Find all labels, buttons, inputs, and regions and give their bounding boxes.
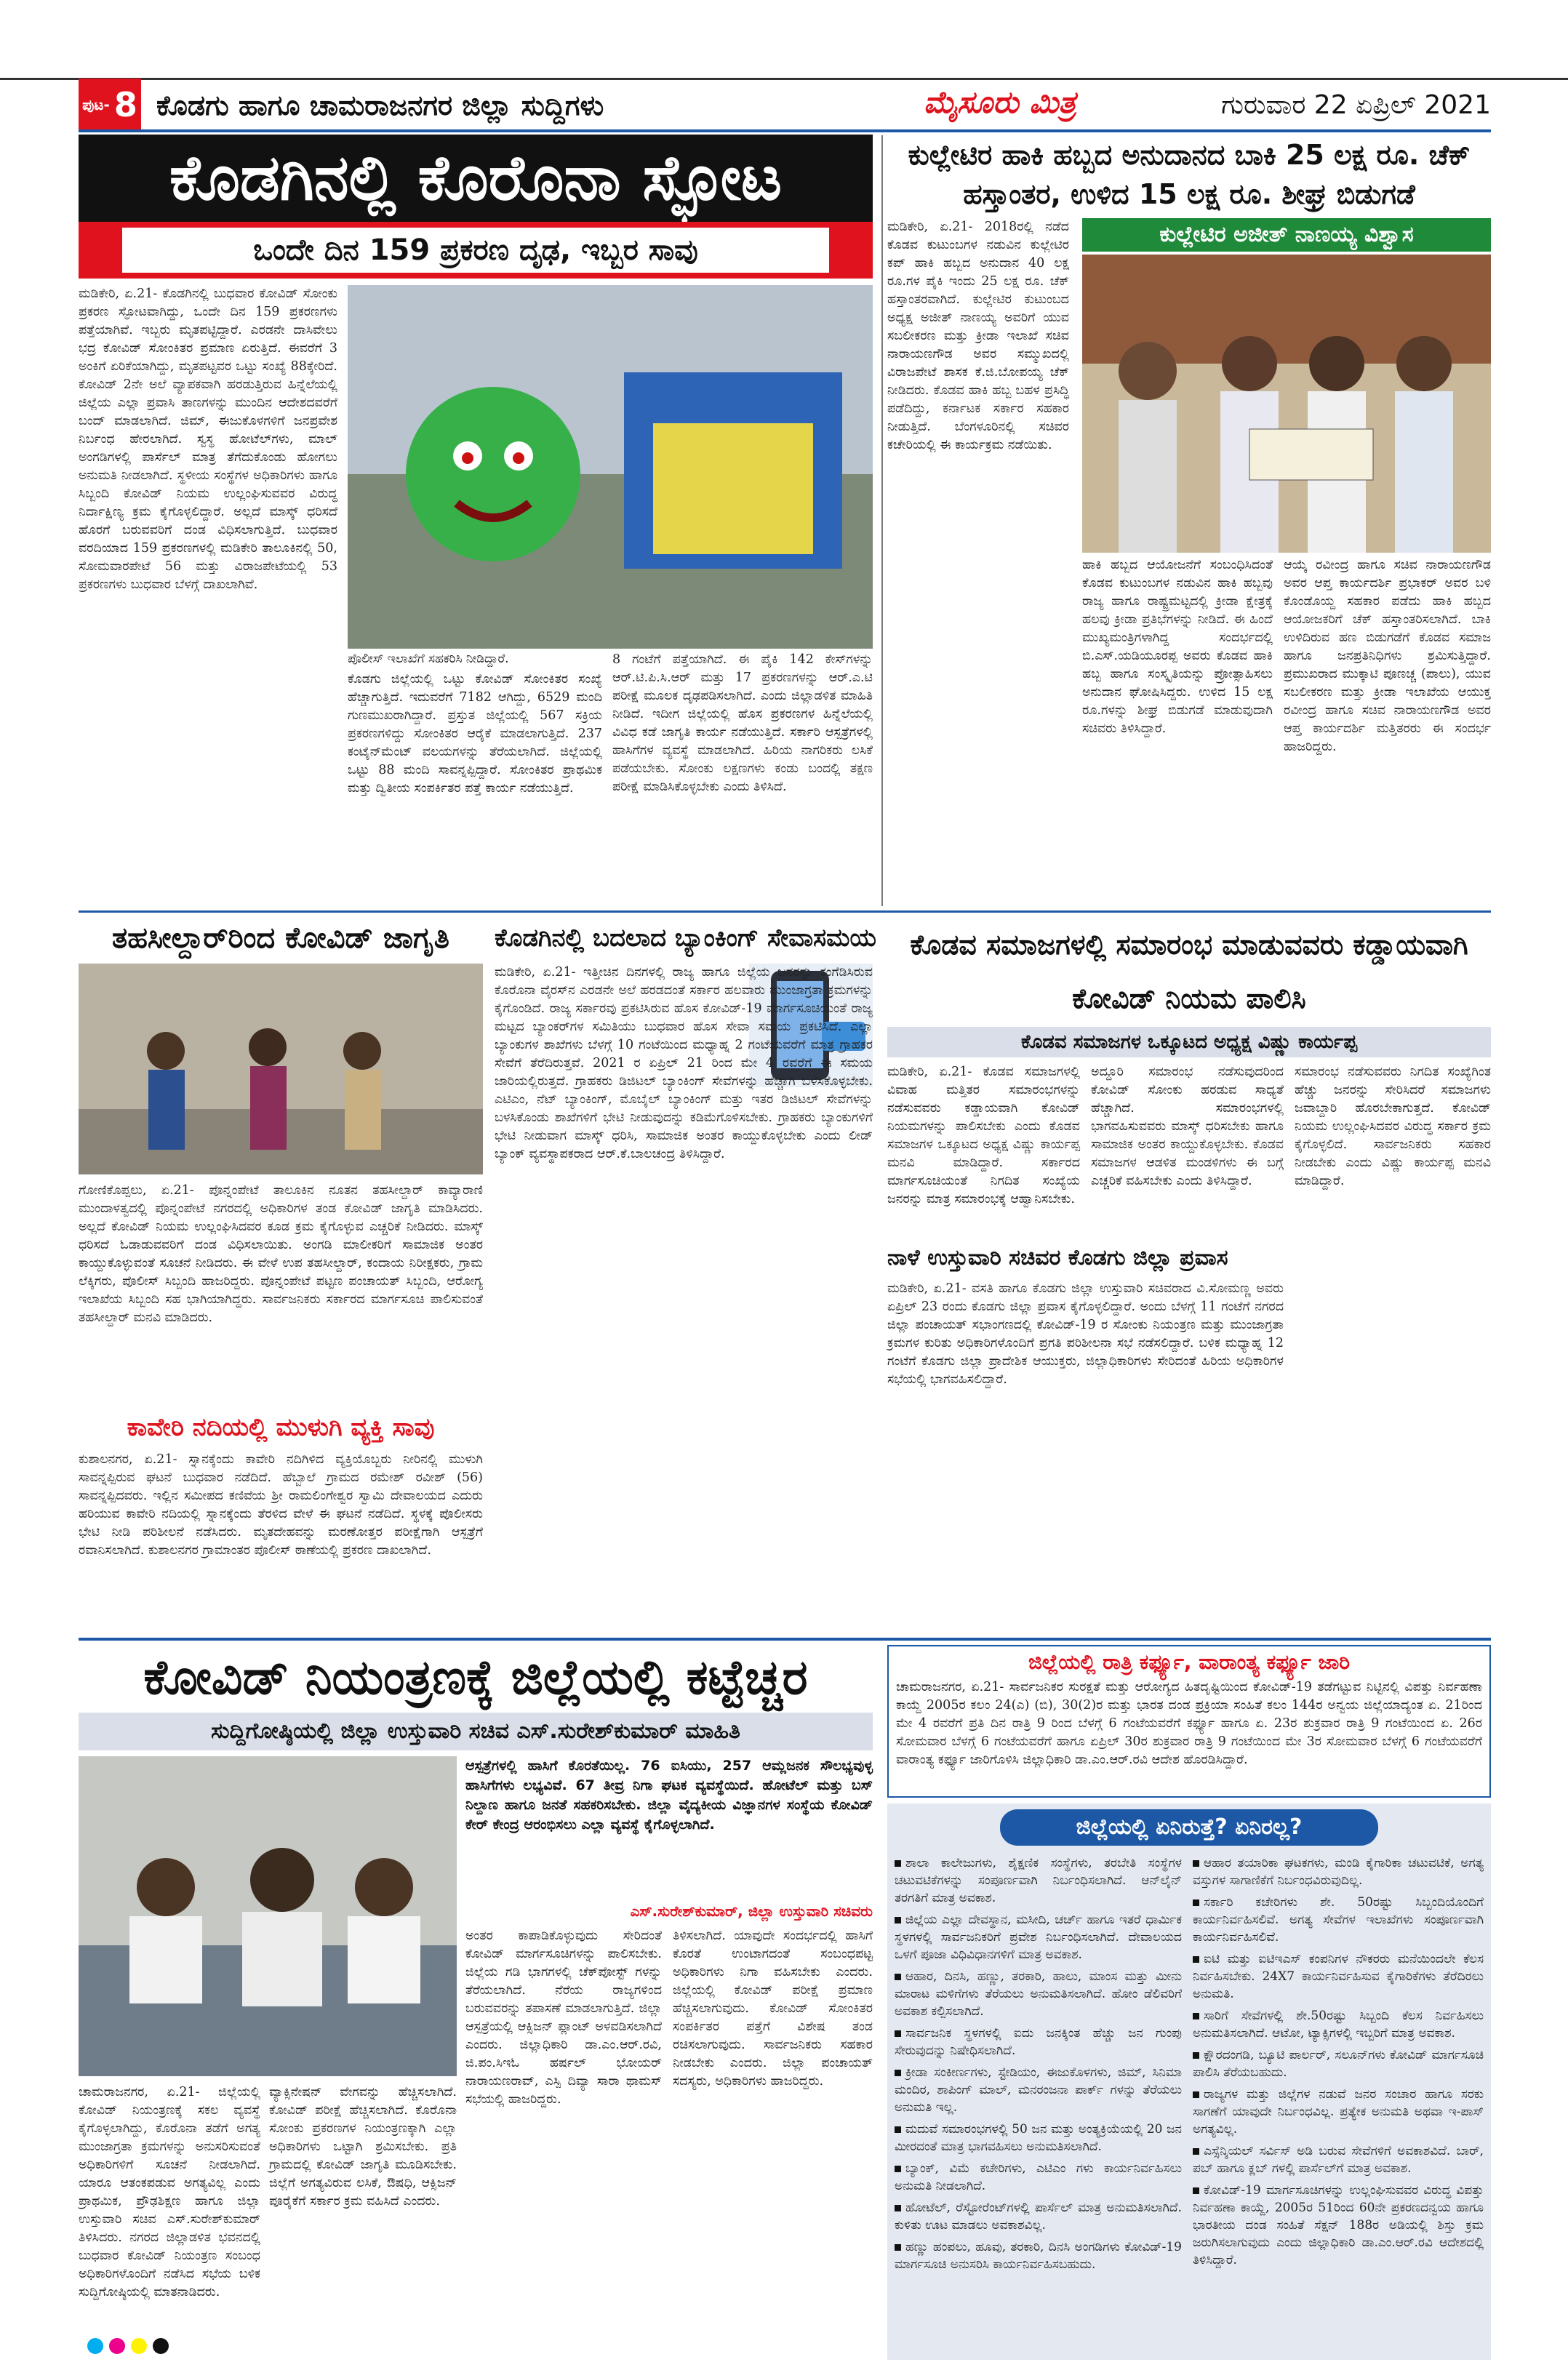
rules-left-item: ಜಿಲ್ಲೆಯ ಎಲ್ಲಾ ದೇವಸ್ಥಾನ, ಮಸೀದಿ, ಚರ್ಚ್ ಹಾಗೂ ಇತರೆ ಧಾರ್ಮಿಕ ಸ್ಥಳಗಳಲ್ಲಿ ಸಾರ್ವಜನಿಕರಿಗೆ ಪ್ರವೇಶ ನಿರ್ಬಂಧಿಸಲಾಗಿದೆ. ದೇವಾಲಯದ ಒಳಗೆ ಪೂಜಾ ವಿಧಿವಿಧಾನಗಳಿಗೆ ಮಾತ್ರ ಅವಕಾಶ. [895,1913,1182,1962]
kodava-headline: ಕೊಡವ ಸಮಾಜಗಳಲ್ಲಿ ಸಮಾರಂಭ ಮಾಡುವವರು ಕಡ್ಡಾಯವಾಗಿ ಕೋವಿಡ್ ನಿಯಮ ಪಾಲಿಸಿ [910,929,1468,1014]
drown-headline: ಕಾವೇರಿ ನದಿಯಲ್ಲಿ ಮುಳುಗಿ ವ್ಯಕ್ತಿ ಸಾವು [127,1413,435,1442]
kodava-head-block [887,918,1491,1025]
hockey-col1: ಮಡಿಕೇರಿ, ಏ.21- 2018ರಲ್ಲಿ ನಡೆದ ಕೊಡವ ಕುಟುಂಬಗಳ ನಡುವಿನ ಕುಲ್ಲೇಟಿರ ಕಪ್ ಹಾಕಿ ಹಬ್ಬದ ಅನುದಾನ 40 ಲಕ್ಷ ರೂ.ಗಳ ಪೈಕಿ ಇಂದು 25 ಲಕ್ಷ ರೂ. ಚೆಕ್ ಹಸ್ತಾಂತರವಾಗಿದೆ. ಕುಲ್ಲೇಟಿರ ಕುಟುಂಬದ ಅಧ್ಯಕ್ಷ ಅಜೀತ್ ನಾಣಯ್ಯ ಅವರಿಗೆ ಯುವ ಸಬಲೀಕರಣ ಮತ್ತು ಕ್ರೀಡಾ ಇಲಾಖೆ ಸಚಿವ ನಾರಾಯಣಗೌಡ ಅವರ ಸಮ್ಮುಖದಲ್ಲಿ ವಿರಾಜಪೇಟೆ ಶಾಸಕ ಕೆ.ಜಿ.ಬೋಪಯ್ಯ ಚೆಕ್ ನೀಡಿದರು. ಕೊಡವ ಹಾಕಿ ಹಬ್ಬ ಬಹಳ ಪ್ರಸಿದ್ಧಿ ಪಡೆದಿದ್ದು, ಕರ್ನಾಟಕ ಸರ್ಕಾರ ಸಹಕಾರ ನೀಡುತ್ತಿದೆ. ಬೆಂಗಳೂರಿನಲ್ಲಿ ಸಚಿವರ ಕಚೇರಿಯಲ್ಲಿ ಈ ಕಾರ್ಯಕ್ರಮ ನಡೆಯಿತು. [887,220,1069,452]
cn-col1: ಚಾಮರಾಜನಗರ, ಏ.21- ಜಿಲ್ಲೆಯಲ್ಲಿ ಕೋವಿಡ್ ನಿಯಂತ್ರಣಕ್ಕೆ ಸಕಲ ವ್ಯವಸ್ಥೆ ಕೈಗೊಳ್ಳಲಾಗಿದ್ದು, ಕೊರೊನಾ ತಡೆಗೆ ಅಗತ್ಯ ಮುಂಜಾಗ್ರತಾ ಕ್ರಮಗಳನ್ನು ಅನುಸರಿಸುವಂತೆ ಅಧಿಕಾರಿಗಳಿಗೆ ಸೂಚನೆ ನೀಡಲಾಗಿದೆ. ಯಾರೂ ಆತಂಕಪಡುವ ಅಗತ್ಯವಿಲ್ಲ ಎಂದು ಪ್ರಾಥಮಿಕ, ಪ್ರೌಢಶಿಕ್ಷಣ ಹಾಗೂ ಜಿಲ್ಲಾ ಉಸ್ತುವಾರಿ ಸಚಿವ ಎಸ್.ಸುರೇಶ್‌ಕುಮಾರ್ ತಿಳಿಸಿದರು. ನಗರದ ಜಿಲ್ಲಾಡಳಿತ ಭವನದಲ್ಲಿ ಬುಧವಾರ ಕೋವಿಡ್ ನಿಯಂತ್ರಣ ಸಂಬಂಧ ಅಧಿಕಾರಿಗಳೊಂದಿಗೆ ನಡೆಸಿದ ಸಭೆಯ ಬಳಿಕ ಸುದ್ದಿಗೋಷ್ಠಿಯಲ್ಲಿ ಮಾತನಾಡಿದರು. [79,2085,260,2299]
paper-name: ಮೈಸೂರು ಮಿತ್ರ [924,84,1076,120]
rules-right-item: ಕೋವಿಡ್-19 ಮಾರ್ಗಸೂಚಿಗಳನ್ನು ಉಲ್ಲಂಘಿಸುವವರ ವಿರುದ್ಧ ವಿಪತ್ತು ನಿರ್ವಹಣಾ ಕಾಯ್ದೆ, 2005ರ 51ರಿಂದ 60ನೇ ಪ್ರಕರಣದನ್ವಯ ಹಾಗೂ ಭಾರತೀಯ ದಂಡ ಸಂಹಿತೆ ಸೆಕ್ಷನ್ 188ರ ಅಡಿಯಲ್ಲಿ ಶಿಸ್ತು ಕ್ರಮ ಜರುಗಿಸಲಾಗುವುದು ಎಂದು ಜಿಲ್ಲಾಧಿಕಾರಿ ಡಾ.ಎಂ.ಆರ್.ರವಿ ಆದೇಶದಲ್ಲಿ ತಿಳಿಸಿದ್ದಾರೆ. [1193,2183,1484,2267]
cn-pullquote: ಆಸ್ಪತ್ರೆಗಳಲ್ಲಿ ಹಾಸಿಗೆ ಕೊರತೆಯಿಲ್ಲ. 76 ಐಸಿಯು, 257 ಆಮ್ಲಜನಕ ಸೌಲಭ್ಯವುಳ್ಳ ಹಾಸಿಗೆಗಳು ಲಭ್ಯವಿವೆ. 67 ತೀವ್ರ ನಿಗಾ ಘಟಕ ವ್ಯವಸ್ಥೆಯಿದೆ. ಹೋಟೆಲ್ ಮತ್ತು ಬಸ್ ನಿಲ್ದಾಣ ಹಾಗೂ ಜನತೆ ಸಹಕರಿಸಬೇಕು. ಜಿಲ್ಲಾ ವೈದ್ಯಕೀಯ ವಿಜ್ಞಾನಗಳ ಸಂಸ್ಥೆಯ ಕೋವಿಡ್ ಕೇರ್ ಕೇಂದ್ರ ಆರಂಭಿಸಲು ಎಲ್ಲಾ ವ್ಯವಸ್ಥೆ ಕೈಗೊಳ್ಳಲಾಗಿದೆ. [465,1758,873,1833]
cn-headline: ಕೋವಿಡ್ ನಿಯಂತ್ರಣಕ್ಕೆ ಜಿಲ್ಲೆಯಲ್ಲಿ ಕಟ್ಟೆಚ್ಚರ [143,1649,808,1705]
cn-col3: ಅಂತರ ಕಾಪಾಡಿಕೊಳ್ಳುವುದು ಸೇರಿದಂತೆ ಕೋವಿಡ್ ಮಾರ್ಗಸೂಚಿಗಳನ್ನು ಪಾಲಿಸಬೇಕು. ಜಿಲ್ಲೆಯ ಗಡಿ ಭಾಗಗಳಲ್ಲಿ ಚೆಕ್‌ಪೋಸ್ಟ್ ಗಳನ್ನು ತೆರೆಯಲಾಗಿದೆ. ನೆರೆಯ ರಾಜ್ಯಗಳಿಂದ ಬರುವವರನ್ನು ತಪಾಸಣೆ ಮಾಡಲಾಗುತ್ತಿದೆ. ಜಿಲ್ಲಾ ಆಸ್ಪತ್ರೆಯಲ್ಲಿ ಆಕ್ಸಿಜನ್ ಪ್ಲಾಂಟ್ ಅಳವಡಿಸಲಾಗಿದೆ ಎಂದರು. ಜಿಲ್ಲಾಧಿಕಾರಿ ಡಾ.ಎಂ.ಆರ್.ರವಿ, ಜಿ.ಪಂ.ಸಿಇಓ ಹರ್ಷಲ್ ಭೋಯರ್ ನಾರಾಯಣರಾವ್, ಎಸ್ಪಿ ದಿವ್ಯಾ ಸಾರಾ ಥಾಮಸ್ ಸಭೆಯಲ್ಲಿ ಹಾಜರಿದ್ದರು. [465,1929,662,2107]
tahsildar-photo [79,964,483,1174]
rules-left-item: ಸಾರ್ವಜನಿಕ ಸ್ಥಳಗಳಲ್ಲಿ ಐದು ಜನಕ್ಕಿಂತ ಹೆಚ್ಚು ಜನ ಗುಂಪು ಸೇರುವುದನ್ನು ನಿಷೇಧಿಸಲಾಗಿದೆ. [895,2026,1182,2058]
rules-right-item: ಎಸ್ಸೆನ್ಶಿಯಲ್ ಸರ್ವಿಸ್ ಅಡಿ ಬರುವ ಸೇವೆಗಳಿಗೆ ಅವಕಾಶವಿದೆ. ಬಾರ್, ಪಬ್ ಹಾಗೂ ಕ್ಲಬ್ ಗಳಲ್ಲಿ ಪಾರ್ಸೆಲ್‌ಗೆ ಮಾತ್ರ ಅವಕಾಶ. [1193,2144,1484,2176]
story1-subhead: ಒಂದೇ ದಿನ 159 ಪ್ರಕರಣ ದೃಢ, ಇಬ್ಬರ ಸಾವು [122,228,829,273]
registration-mark-black [153,2338,169,2354]
tahsildar-headline: ತಹಸೀಲ್ದಾರ್‌ರಿಂದ ಕೋವಿಡ್ ಜಾಗೃತಿ [112,921,449,955]
story1-col1: ಮಡಿಕೇರಿ, ಏ.21- ಕೊಡಗಿನಲ್ಲಿ ಬುಧವಾರ ಕೋವಿಡ್ ಸೋಂಕು ಪ್ರಕರಣ ಸ್ಫೋಟವಾಗಿದ್ದು, ಒಂದೇ ದಿನ 159 ಪ್ರಕರಣಗಳು ಪತ್ತೆಯಾಗಿವೆ. ಇಬ್ಬರು ಮೃತಪಟ್ಟಿದ್ದಾರೆ. ಎರಡನೇ ದಾಸಿವೇಲು ಭದ್ರ ಕೋವಿಡ್ ಸೋಂಕಿತರ ಪ್ರಮಾಣ ಏರುತ್ತಿದೆ. ಈವರೆಗೆ 3 ಅಂಕಿಗೆ ಏರಿಕೆಯಾಗಿದ್ದು, ಮೃತಪಟ್ಟವರ ಒಟ್ಟು ಸಂಖ್ಯೆ 88ಕ್ಕೇರಿದೆ. ಕೋವಿಡ್ 2ನೇ ಅಲೆ ವ್ಯಾಪಕವಾಗಿ ಹರಡುತ್ತಿರುವ ಹಿನ್ನೆಲೆಯಲ್ಲಿ ಜಿಲ್ಲೆಯ ಎಲ್ಲಾ ಪ್ರವಾಸಿ ತಾಣಗಳನ್ನು ಮುಂದಿನ ಆದೇಶದವರೆಗೆ ಬಂದ್ ಮಾಡಲಾಗಿದೆ. ಜಿಮ್, ಈಜುಕೊಳಗಳಿಗೆ ಜನಪ್ರವೇಶ ನಿರ್ಬಂಧ ಹೇರಲಾಗಿದೆ. ಸ್ವಸ್ಥ ಹೋಟೆಲ್‌ಗಳು, ಮಾಲ್ ಅಂಗಡಿಗಳಲ್ಲಿ ಪಾರ್ಸೆಲ್ ಮಾತ್ರ ತೆಗೆದುಕೊಂಡು ಹೋಗಲು ಅನುಮತಿ ನೀಡಲಾಗಿದೆ. ಸ್ಥಳೀಯ ಸಂಸ್ಥೆಗಳ ಅಧಿಕಾರಿಗಳು ಹಾಗೂ ಸಿಬ್ಬಂದಿ ಕೋವಿಡ್ ನಿಯಮ ಉಲ್ಲಂಘಿಸುವವರ ವಿರುದ್ಧ ನಿರ್ದಾಕ್ಷಿಣ್ಯ ಕ್ರಮ ಕೈಗೊಳ್ಳಲಿದ್ದಾರೆ. ಅಲ್ಲದೆ ಮಾಸ್ಕ್ ಧರಿಸದೆ ಹೊರಗೆ ಬರುವವರಿಗೆ ದಂಡ ವಿಧಿಸಲಾಗುತ್ತಿದೆ. ಬುಧವಾರ ವರದಿಯಾದ 159 ಪ್ರಕರಣಗಳಲ್ಲಿ ಮಡಿಕೇರಿ ತಾಲೂಕಿನಲ್ಲಿ 50, ಸೋಮವಾರಪೇಟೆ 56 ಮತ್ತು ವಿರಾಜಪೇಟೆಯಲ್ಲಿ 53 ಪ್ರಕರಣಗಳು ಬುಧವಾರ ಬೆಳಗ್ಗೆ ದಾಖಲಾಗಿವೆ. [79,287,337,592]
street-awareness-photo [79,964,483,1174]
kodava-col2: ಅದ್ದೂರಿ ಸಮಾರಂಭ ನಡೆಸುವುದರಿಂದ ಕೋವಿಡ್ ಸೋಂಕು ಹರಡುವ ಸಾಧ್ಯತೆ ಹೆಚ್ಚಾಗಿದೆ. ಸಮಾರಂಭಗಳಲ್ಲಿ ಭಾಗವಹಿಸುವವರು ಮಾಸ್ಕ್ ಧರಿಸಬೇಕು ಹಾಗೂ ಸಾಮಾಜಿಕ ಅಂತರ ಕಾಯ್ದುಕೊಳ್ಳಬೇಕು. ಕೊಡವ ಸಮಾಜಗಳ ಆಡಳಿತ ಮಂಡಳಿಗಳು ಈ ಬಗ್ಗೆ ಎಚ್ಚರಿಕೆ ವಹಿಸಬೇಕು ಎಂದು ತಿಳಿಸಿದ್ದಾರೆ. [1091,1065,1284,1188]
curfew-headline: ಜಿಲ್ಲೆಯಲ್ಲಿ ರಾತ್ರಿ ಕರ್ಫ್ಯೂ, ವಾರಾಂತ್ಯ ಕರ್ಫ್ಯೂ ಜಾರಿ [1028,1650,1351,1674]
cn-col4: ತಿಳಿಸಲಾಗಿದೆ. ಯಾವುದೇ ಸಂದರ್ಭದಲ್ಲಿ ಹಾಸಿಗೆ ಕೊರತೆ ಉಂಟಾಗದಂತೆ ಸಂಬಂಧಪಟ್ಟ ಅಧಿಕಾರಿಗಳು ನಿಗಾ ವಹಿಸಬೇಕು ಎಂದರು. ಜಿಲ್ಲೆಯಲ್ಲಿ ಕೋವಿಡ್ ಪರೀಕ್ಷೆ ಪ್ರಮಾಣ ಹೆಚ್ಚಿಸಲಾಗುವುದು. ಕೋವಿಡ್ ಸೋಂಕಿತರ ಸಂಪರ್ಕಿತರ ಪತ್ತೆಗೆ ವಿಶೇಷ ತಂಡ ರಚಿಸಲಾಗುವುದು. ಸಾರ್ವಜನಿಕರು ಸಹಕಾರ ನೀಡಬೇಕು ಎಂದರು. ಜಿಲ್ಲಾ ಪಂಚಾಯತ್ ಸದಸ್ಯರು, ಅಧಿಕಾರಿಗಳು ಹಾಜರಿದ್ದರು. [673,1929,873,2089]
registration-mark-cyan [87,2338,103,2354]
hockey-col4: ಆಯ್ಕೆ ರವೀಂದ್ರ ಹಾಗೂ ಸಚಿವ ನಾರಾಯಣಗೌಡ ಅವರ ಆಪ್ತ ಕಾರ್ಯದರ್ಶಿ ಪ್ರಭಾಕರ್ ಅವರ ಬಳಿ ಕೊಂಡೊಯ್ದ ಸಹಕಾರ ಪಡೆದು ಹಾಕಿ ಹಬ್ಬದ ಆಯೋಜಕರಿಗೆ ಚೆಕ್ ಹಸ್ತಾಂತರಿಸಲಾಗಿದೆ. ಬಾಕಿ ಉಳಿದಿರುವ ಹಣ ಬಿಡುಗಡೆಗೆ ಕೊಡವ ಸಮಾಜ ಹಾಗೂ ಜನಪ್ರತಿನಿಧಿಗಳು ಶ್ರಮಿಸುತ್ತಿದ್ದಾರೆ. ಪ್ರಮುಖರಾದ ಮುಕ್ಕಾಟಿ ಪೂಣಚ್ಚ (ಪಾಲು), ಯುವ ಸಬಲೀಕರಣ ಮತ್ತು ಕ್ರೀಡಾ ಇಲಾಖೆಯ ಆಯುಕ್ತ ರವೀಂದ್ರ ಹಾಗೂ ಸಚಿವ ನಾರಾಯಣಗೌಡ ಅವರ ಆಪ್ತ ಕಾರ್ಯದರ್ಶಿ ಮತ್ತಿತರರು ಈ ಸಂದರ್ಭ ಹಾಜರಿದ್ದರು. [1284,558,1491,754]
issue-date: ಗುರುವಾರ 22 ಏಪ್ರಿಲ್ 2021 [1221,90,1491,120]
rules-left-item: ಶಾಲಾ ಕಾಲೇಜುಗಳು, ಶೈಕ್ಷಣಿಕ ಸಂಸ್ಥೆಗಳು, ತರಬೇತಿ ಸಂಸ್ಥೆಗಳ ಚಟುವಟಿಕೆಗಳನ್ನು ಸಂಪೂರ್ಣವಾಗಿ ನಿರ್ಬಂಧಿಸಲಾಗಿದೆ. ಆನ್‌ಲೈನ್ ತರಗತಿಗೆ ಮಾತ್ರ ಅವಕಾಶ. [895,1856,1182,1905]
rules-right-item: ಸಾರಿಗೆ ಸೇವೆಗಳಲ್ಲಿ ಶೇ.50ರಷ್ಟು ಸಿಬ್ಬಂದಿ ಕೆಲಸ ನಿರ್ವಹಿಸಲು ಅನುಮತಿಸಲಾಗಿದೆ. ಆಟೋ, ಟ್ಯಾಕ್ಸಿಗಳಲ್ಲಿ ಇಬ್ಬರಿಗೆ ಮಾತ್ರ ಅವಕಾಶ. [1193,2009,1484,2041]
story1-col2: ಕೊಡಗು ಜಿಲ್ಲೆಯಲ್ಲಿ ಒಟ್ಟು ಕೋವಿಡ್ ಸೋಂಕಿತರ ಸಂಖ್ಯೆ ಹೆಚ್ಚಾಗುತ್ತಿದೆ. ಇದುವರೆಗೆ 7182 ಆಗಿದ್ದು, 6529 ಮಂದಿ ಗುಣಮುಖರಾಗಿದ್ದಾರೆ. ಪ್ರಸ್ತುತ ಜಿಲ್ಲೆಯಲ್ಲಿ 567 ಸಕ್ರಿಯ ಪ್ರಕರಣಗಳಿದ್ದು ಸೋಂಕಿತರ ಆರೈಕೆ ಮಾಡಲಾಗುತ್ತಿದೆ. 237 ಕಂಟೈನ್‌ಮೆಂಟ್ ವಲಯಗಳನ್ನು ತೆರೆಯಲಾಗಿದೆ. ಜಿಲ್ಲೆಯಲ್ಲಿ ಒಟ್ಟು 88 ಮಂದಿ ಸಾವನ್ನಪ್ಪಿದ್ದಾರೆ. ಸೋಂಕಿತರ ಪ್ರಾಥಮಿಕ ಮತ್ತು ದ್ವಿತೀಯ ಸಂಪರ್ಕಿತರ ಪತ್ತೆ ಕಾರ್ಯ ನಡೆಯುತ್ತಿದೆ. [348,672,602,796]
cn-press-photo [79,1756,457,2076]
registration-mark-yellow [131,2338,147,2354]
rules-right-list [1193,1854,1484,2356]
kodava-col3: ಸಮಾರಂಭ ನಡೆಸುವವರು ನಿಗದಿತ ಸಂಖ್ಯೆಗಿಂತ ಹೆಚ್ಚು ಜನರನ್ನು ಸೇರಿಸಿದರೆ ಸಮಾಜಗಳು ಜವಾಬ್ದಾರಿ ಹೊರಬೇಕಾಗುತ್ತದೆ. ಕೋವಿಡ್ ನಿಯಮ ಉಲ್ಲಂಘಿಸಿದವರ ವಿರುದ್ಧ ಸರ್ಕಾರ ಕ್ರಮ ಕೈಗೊಳ್ಳಲಿದೆ. ಸಾರ್ವಜನಿಕರು ಸಹಕಾರ ನೀಡಬೇಕು ಎಂದು ವಿಷ್ಣು ಕಾರ್ಯಪ್ಪ ಮನವಿ ಮಾಡಿದ್ದಾರೆ. [1295,1065,1491,1188]
rules-left-item: ಹಣ್ಣು ಹಂಪಲು, ಹೂವು, ತರಕಾರಿ, ದಿನಸಿ ಅಂಗಡಿಗಳು ಕೋವಿಡ್-19 ಮಾರ್ಗಸೂಚಿ ಅನುಸರಿಸಿ ಕಾರ್ಯನಿರ್ವಹಿಸಬಹುದು. [895,2240,1182,2272]
cheque-handover-photo [1082,255,1491,553]
story1-photo-caption: ಪೊಲೀಸ್ ಇಲಾಖೆಗೆ ಸಹಕರಿಸಿ ನೀಡಿದ್ದಾರೆ. [348,652,509,666]
outbreak-photo-illustration [348,285,873,649]
section-title: ಕೊಡಗು ಹಾಗೂ ಚಾಮರಾಜನಗರ ಜಿಲ್ಲಾ ಸುದ್ದಿಗಳು [156,89,604,121]
press-meet-photo [79,1756,457,2076]
cn-col2: ವ್ಯಾಕ್ಸಿನೇಷನ್ ವೇಗವನ್ನು ಹೆಚ್ಚಿಸಲಾಗಿದೆ. ಕೋವಿಡ್ ಪರೀಕ್ಷೆ ಹೆಚ್ಚಿಸಲಾಗಿದೆ. ಕೊರೊನಾ ಸೋಂಕು ಪ್ರಕರಣಗಳ ನಿಯಂತ್ರಣಕ್ಕಾಗಿ ಎಲ್ಲಾ ಅಧಿಕಾರಿಗಳು ಒಟ್ಟಾಗಿ ಶ್ರಮಿಸಬೇಕು. ಪ್ರತಿ ಗ್ರಾಮದಲ್ಲಿ ಕೋವಿಡ್ ಜಾಗೃತಿ ಮೂಡಿಸಬೇಕು. ಜಿಲ್ಲೆಗೆ ಅಗತ್ಯವಿರುವ ಲಸಿಕೆ, ಔಷಧಿ, ಆಕ್ಸಿಜನ್ ಪೂರೈಕೆಗೆ ಸರ್ಕಾರ ಕ್ರಮ ವಹಿಸಿದೆ ಎಂದರು. [269,2085,457,2209]
cn-subhead: ಸುದ್ದಿಗೋಷ್ಠಿಯಲ್ಲಿ ಜಿಲ್ಲಾ ಉಸ್ತುವಾರಿ ಸಚಿವ ಎಸ್.ಸುರೇಶ್‌ಕುಮಾರ್ ಮಾಹಿತಿ [79,1713,873,1750]
kodava-subhead: ಕೊಡವ ಸಮಾಜಗಳ ಒಕ್ಕೂಟದ ಅಧ್ಯಕ್ಷ ವಿಷ್ಣು ಕಾರ್ಯಪ್ಪ [887,1027,1491,1057]
rules-right-item: ರಾಜ್ಯಗಳ ಮತ್ತು ಜಿಲ್ಲೆಗಳ ನಡುವೆ ಜನರ ಸಂಚಾರ ಹಾಗೂ ಸರಕು ಸಾಗಣೆಗೆ ಯಾವುದೇ ನಿರ್ಬಂಧವಿಲ್ಲ. ಪ್ರತ್ಯೇಕ ಅನುಮತಿ ಅಥವಾ ಇ-ಪಾಸ್ ಅಗತ್ಯವಿಲ್ಲ. [1193,2087,1484,2137]
story1-photo [348,285,873,649]
story1-col3: 8 ಗಂಟೆಗೆ ಪತ್ತೆಯಾಗಿದೆ. ಈ ಪೈಕಿ 142 ಕೇಸ್‌ಗಳನ್ನು ಆರ್.ಟಿ.ಪಿ.ಸಿ.ಆರ್ ಮತ್ತು 17 ಪ್ರಕರಣಗಳನ್ನು ಆರ್.ಎ.ಟಿ ಪರೀಕ್ಷೆ ಮೂಲಕ ದೃಢಪಡಿಸಲಾಗಿದೆ. ಎಂದು ಜಿಲ್ಲಾಡಳಿತ ಮಾಹಿತಿ ನೀಡಿದೆ. ಇದೀಗ ಜಿಲ್ಲೆಯಲ್ಲಿ ಹೊಸ ಪ್ರಕರಣಗಳ ಹಿನ್ನೆಲೆಯಲ್ಲಿ ವಿವಿಧ ಕಡೆ ಜಾಗೃತಿ ಕಾರ್ಯ ನಡೆಯುತ್ತಿದೆ. ಸರ್ಕಾರಿ ಆಸ್ಪತ್ರೆಗಳಲ್ಲಿ ಹಾಸಿಗೆಗಳ ವ್ಯವಸ್ಥೆ ಮಾಡಲಾಗಿದೆ. ಹಿರಿಯ ನಾಗರಿಕರು ಲಸಿಕೆ ಪಡೆಯಬೇಕು. ಸೋಂಕು ಲಕ್ಷಣಗಳು ಕಂಡು ಬಂದಲ್ಲಿ ತಕ್ಷಣ ಪರೀಕ್ಷೆ ಮಾಡಿಸಿಕೊಳ್ಳಬೇಕು ಎಂದು ತಿಳಿಸಿದೆ. [612,652,873,794]
drown-text: ಕುಶಾಲನಗರ, ಏ.21- ಸ್ನಾನಕ್ಕೆಂದು ಕಾವೇರಿ ನದಿಗಿಳಿದ ವ್ಯಕ್ತಿಯೊಬ್ಬರು ನೀರಿನಲ್ಲಿ ಮುಳುಗಿ ಸಾವನ್ನಪ್ಪಿರುವ ಘಟನೆ ಬುಧವಾರ ನಡೆದಿದೆ. ಹೆಬ್ಬಾಲೆ ಗ್ರಾಮದ ರಮೇಶ್ ರವೀಶ್ (56) ಸಾವನ್ನಪ್ಪಿದವರು. ಇಲ್ಲಿನ ಸಮೀಪದ ಕಣಿವೆಯ ಶ್ರೀ ರಾಮಲಿಂಗೇಶ್ವರ ಸ್ವಾಮಿ ದೇವಾಲಯದ ಎದುರು ಹರಿಯುವ ಕಾವೇರಿ ನದಿಯಲ್ಲಿ ಸ್ನಾನಕ್ಕೆಂದು ತೆರಳಿದ ವೇಳೆ ಈ ಘಟನೆ ನಡೆದಿದೆ. ಸ್ಥಳಕ್ಕೆ ಪೊಲೀಸರು ಭೇಟಿ ನೀಡಿ ಪರಿಶೀಲನೆ ನಡೆಸಿದರು. ಮೃತದೇಹವನ್ನು ಮರಣೋತ್ತರ ಪರೀಕ್ಷೆಗಾಗಿ ಆಸ್ಪತ್ರೆಗೆ ರವಾನಿಸಲಾಗಿದೆ. ಕುಶಾಲನಗರ ಗ್ರಾಮಾಂತರ ಪೊಲೀಸ್ ಠಾಣೆಯಲ್ಲಿ ಪ್ರಕರಣ ದಾಖಲಾಗಿದೆ. [79,1452,483,1558]
rules-left-item: ಕ್ರೀಡಾ ಸಂಕೀರ್ಣಗಳು, ಸ್ಟೇಡಿಯಂ, ಈಜುಕೊಳಗಳು, ಜಿಮ್, ಸಿನಿಮಾ ಮಂದಿರ, ಶಾಪಿಂಗ್ ಮಾಲ್, ಮನರಂಜನಾ ಪಾರ್ಕ್ ಗಳನ್ನು ತೆರೆಯಲು ಅನುಮತಿ ಇಲ್ಲ. [895,2065,1182,2115]
registration-mark-magenta [109,2338,125,2354]
rules-left-item: ಹೋಟೆಲ್, ರೆಸ್ಟೋರೆಂಟ್‌ಗಳಲ್ಲಿ ಪಾರ್ಸೆಲ್ ಮಾತ್ರ ಅನುಮತಿಸಲಾಗಿದೆ. ಕುಳಿತು ಊಟ ಮಾಡಲು ಅವಕಾಶವಿಲ್ಲ. [895,2201,1182,2233]
curfew-text: ಚಾಮರಾಜನಗರ, ಏ.21- ಸಾರ್ವಜನಿಕರ ಸುರಕ್ಷತೆ ಮತ್ತು ಆರೋಗ್ಯದ ಹಿತದೃಷ್ಟಿಯಿಂದ ಕೋವಿಡ್-19 ತಡೆಗಟ್ಟುವ ನಿಟ್ಟಿನಲ್ಲಿ ವಿಪತ್ತು ನಿರ್ವಹಣಾ ಕಾಯ್ದೆ 2005ರ ಕಲಂ 24(ಎ) (ಬಿ), 30(2)ರ ಮತ್ತು ಭಾರತ ದಂಡ ಪ್ರಕ್ರಿಯಾ ಸಂಹಿತೆ ಕಲಂ 144ರ ಅನ್ವಯ ಜಿಲ್ಲೆಯಾದ್ಯಂತ ಏ. 21ರಿಂದ ಮೇ 4 ರವರೆಗೆ ಪ್ರತಿ ದಿನ ರಾತ್ರಿ 9 ರಿಂದ ಬೆಳಗ್ಗೆ 6 ಗಂಟೆಯವರೆಗೆ ಕರ್ಫ್ಯೂ ಹಾಗೂ ಏ. 23ರ ಶುಕ್ರವಾರ ರಾತ್ರಿ 9 ಗಂಟೆಯಿಂದ ಏ. 26ರ ಸೋಮವಾರ ಬೆಳಗ್ಗೆ 6 ಗಂಟೆಯವರೆಗೆ ಹಾಗೂ ಏಪ್ರಿಲ್ 30ರ ಶುಕ್ರವಾರ ರಾತ್ರಿ 9 ಗಂಟೆಯಿಂದ ಮೇ 3ರ ಸೋಮವಾರ ಬೆಳಗ್ಗೆ 6 ಗಂಟೆಯವರೆಗೆ ವಾರಾಂತ್ಯ ಕರ್ಫ್ಯೂ ಜಾರಿಗೊಳಿಸಿ ಜಿಲ್ಲಾಧಿಕಾರಿ ಡಾ.ಎಂ.ಆರ್.ರವಿ ಆದೇಶ ಹೊರಡಿಸಿದ್ದಾರೆ. [896,1680,1482,1767]
kodava-col1: ಮಡಿಕೇರಿ, ಏ.21- ಕೊಡವ ಸಮಾಜಗಳಲ್ಲಿ ವಿವಾಹ ಮತ್ತಿತರ ಸಮಾರಂಭಗಳನ್ನು ನಡೆಸುವವರು ಕಡ್ಡಾಯವಾಗಿ ಕೋವಿಡ್ ನಿಯಮಗಳನ್ನು ಪಾಲಿಸಬೇಕು ಎಂದು ಕೊಡವ ಸಮಾಜಗಳ ಒಕ್ಕೂಟದ ಅಧ್ಯಕ್ಷ ವಿಷ್ಣು ಕಾರ್ಯಪ್ಪ ಮನವಿ ಮಾಡಿದ್ದಾರೆ. ಸರ್ಕಾರದ ಮಾರ್ಗಸೂಚಿಯಂತೆ ನಿಗದಿತ ಸಂಖ್ಯೆಯ ಜನರನ್ನು ಮಾತ್ರ ಸಮಾರಂಭಕ್ಕೆ ಆಹ್ವಾನಿಸಬೇಕು. [887,1065,1080,1206]
rules-left-item: ಬ್ಯಾಂಕ್, ವಿಮೆ ಕಚೇರಿಗಳು, ಎಟಿಎಂ ಗಳು ಕಾರ್ಯನಿರ್ವಹಿಸಲು ಅನುಮತಿ ನೀಡಲಾಗಿದೆ. [895,2161,1182,2193]
rules-left-item: ಆಹಾರ, ದಿನಸಿ, ಹಣ್ಣು, ತರಕಾರಿ, ಹಾಲು, ಮಾಂಸ ಮತ್ತು ಮೀನು ಮಾರಾಟ ಮಳಿಗೆಗಳು ತೆರೆಯಲು ಅನುಮತಿಸಲಾಗಿದೆ. ಹೋಂ ಡೆಲಿವರಿಗೆ ಅವಕಾಶ ಕಲ್ಪಿಸಲಾಗಿದೆ. [895,1969,1182,2019]
hockey-headline: ಕುಲ್ಲೇಟಿರ ಹಾಕಿ ಹಬ್ಬದ ಅನುದಾನದ ಬಾಕಿ 25 ಲಕ್ಷ ರೂ. ಚೆಕ್ ಹಸ್ತಾಂತರ, ಉಳಿದ 15 ಲಕ್ಷ ರೂ. ಶೀಘ್ರ ಬಿಡುಗಡೆ [908,139,1471,210]
column-rule [881,135,883,906]
page-number: 8 [113,85,137,124]
story1-subhead-band [79,222,873,279]
story1-headline: ಕೊಡಗಿನಲ್ಲಿ ಕೊರೊನಾ ಸ್ಫೋಟ [79,135,873,222]
rules-headline: ಜಿಲ್ಲೆಯಲ್ಲಿ ಏನಿರುತ್ತೆ? ಏನಿರಲ್ಲ? [1000,1809,1378,1846]
masthead-rule [79,129,1491,132]
rules-right-item: ಆಹಾರ ತಯಾರಿಕಾ ಘಟಕಗಳು, ಮಂಡಿ ಕೈಗಾರಿಕಾ ಚಟುವಟಿಕೆ, ಅಗತ್ಯ ವಸ್ತುಗಳ ಸಾಗಾಣಿಕೆಗೆ ನಿರ್ಬಂಧವಿರುವುದಿಲ್ಲ. [1193,1856,1484,1888]
section-rule [79,910,1491,913]
page-number-box [79,79,141,131]
rules-box [887,1803,1491,2360]
minister-visit-text: ಮಡಿಕೇರಿ, ಏ.21- ವಸತಿ ಹಾಗೂ ಕೊಡಗು ಜಿಲ್ಲಾ ಉಸ್ತುವಾರಿ ಸಚಿವರಾದ ವಿ.ಸೋಮಣ್ಣ ಅವರು ಏಪ್ರಿಲ್ 23 ರಂದು ಕೊಡಗು ಜಿಲ್ಲಾ ಪ್ರವಾಸ ಕೈಗೊಳ್ಳಲಿದ್ದಾರೆ. ಅಂದು ಬೆಳಗ್ಗೆ 11 ಗಂಟೆಗೆ ನಗರದ ಜಿಲ್ಲಾ ಪಂಚಾಯತ್ ಸಭಾಂಗಣದಲ್ಲಿ ಕೋವಿಡ್-19 ರ ಸೋಂಕು ನಿಯಂತ್ರಣ ಮತ್ತು ಮುಂಜಾಗ್ರತಾ ಕ್ರಮಗಳ ಕುರಿತು ಅಧಿಕಾರಿಗಳೊಂದಿಗೆ ಪ್ರಗತಿ ಪರಿಶೀಲನಾ ಸಭೆ ನಡೆಸಲಿದ್ದಾರೆ. ಬಳಿಕ ಮಧ್ಯಾಹ್ನ 12 ಗಂಟೆಗೆ ಕೊಡಗು ಜಿಲ್ಲಾ ಪ್ರಾದೇಶಿಕ ಆಯುಕ್ತರು, ಜಿಲ್ಲಾಧಿಕಾರಿಗಳು ಸೇರಿದಂತೆ ಹಿರಿಯ ಅಧಿಕಾರಿಗಳ ಸಭೆಯಲ್ಲಿ ಭಾಗವಹಿಸಲಿದ್ದಾರೆ. [887,1281,1284,1387]
rules-right-item: ಐಟಿ ಮತ್ತು ಐಟಿಇಎಸ್ ಕಂಪನಿಗಳ ನೌಕರರು ಮನೆಯಿಂದಲೇ ಕೆಲಸ ನಿರ್ವಹಿಸಬೇಕು. 24X7 ಕಾರ್ಯನಿರ್ವಹಿಸುವ ಕೈಗಾರಿಕೆಗಳು ತೆರೆದಿರಲು ಅನುಮತಿ. [1193,1952,1484,2001]
minister-visit-headline: ನಾಳೆ ಉಸ್ತುವಾರಿ ಸಚಿವರ ಕೊಡಗು ಜಿಲ್ಲಾ ಪ್ರವಾಸ [887,1245,1228,1270]
hockey-photo [1082,255,1491,553]
rules-right-item: ಸರ್ಕಾರಿ ಕಚೇರಿಗಳು ಶೇ. 50ರಷ್ಟು ಸಿಬ್ಬಂದಿಯೊಂದಿಗೆ ಕಾರ್ಯನಿರ್ವಹಿಸಲಿವೆ. ಅಗತ್ಯ ಸೇವೆಗಳ ಇಲಾಖೆಗಳು ಸಂಪೂರ್ಣವಾಗಿ ಕಾರ್ಯನಿರ್ವಹಿಸಲಿವೆ. [1193,1895,1484,1945]
page-label: ಪುಟ- [82,96,110,113]
hockey-subhead: ಕುಲ್ಲೇಟಿರ ಅಜೀತ್ ನಾಣಯ್ಯ ವಿಶ್ವಾಸ [1082,218,1491,252]
bank-text: ಮಡಿಕೇರಿ, ಏ.21- ಇತ್ತೀಚಿನ ದಿನಗಳಲ್ಲಿ ರಾಜ್ಯ ಹಾಗೂ ಜಿಲ್ಲೆಯ ಜನರನ್ನು ಕಂಗೆಡಿಸಿರುವ ಕೊರೊನಾ ವೈರಸ್‌ನ ಎರಡನೇ ಅಲೆ ಹರಡದಂತೆ ಸರ್ಕಾರ ಹಲವಾರು ಮುಂಜಾಗ್ರತಾ ಕ್ರಮಗಳನ್ನು ಕೈಗೊಂಡಿದೆ. ರಾಜ್ಯ ಸರ್ಕಾರವು ಪ್ರಕಟಿಸಿರುವ ಹೊಸ ಕೋವಿಡ್-19 ಮಾರ್ಗಸೂಚಿಯಂತೆ ರಾಜ್ಯ ಮಟ್ಟದ ಬ್ಯಾಂಕರ್‌ಗಳ ಸಮಿತಿಯು ಬುಧವಾರ ಹೊಸ ಸೇವಾ ಸಮಯ ಪ್ರಕಟಿಸಿದೆ. ಎಲ್ಲಾ ಬ್ಯಾಂಕುಗಳ ಶಾಖೆಗಳು ಬೆಳಗ್ಗೆ 10 ಗಂಟೆಯಿಂದ ಮಧ್ಯಾಹ್ನ 2 ಗಂಟೆಯವರೆಗೆ ಮಾತ್ರ ಗ್ರಾಹಕರ ಸೇವೆಗೆ ತೆರೆದಿರುತ್ತವೆ. 2021 ರ ಏಪ್ರಿಲ್ 21 ರಿಂದ ಮೇ 4 ರವರೆಗೆ ಈ ಸಮಯ ಜಾರಿಯಲ್ಲಿರುತ್ತದೆ. ಗ್ರಾಹಕರು ಡಿಜಿಟಲ್ ಬ್ಯಾಂಕಿಂಗ್ ಸೇವೆಗಳನ್ನು ಹೆಚ್ಚಾಗಿ ಬಳಸಿಕೊಳ್ಳಬೇಕು. ಎಟಿಎಂ, ನೆಟ್ ಬ್ಯಾಂಕಿಂಗ್, ಮೊಬೈಲ್ ಬ್ಯಾಂಕಿಂಗ್ ಮತ್ತು ಇತರ ಡಿಜಿಟಲ್ ಸೇವೆಗಳನ್ನು ಬಳಸಿಕೊಂಡು ಶಾಖೆಗಳಿಗೆ ಭೇಟಿ ನೀಡುವುದನ್ನು ಕಡಿಮೆಗೊಳಿಸಬೇಕು. ಗ್ರಾಹಕರು ಬ್ಯಾಂಕುಗಳಿಗೆ ಭೇಟಿ ನೀಡುವಾಗ ಮಾಸ್ಕ್ ಧರಿಸಿ, ಸಾಮಾಜಿಕ ಅಂತರ ಕಾಯ್ದುಕೊಳ್ಳಬೇಕು ಎಂದು ಲೀಡ್ ಬ್ಯಾಂಕ್ ವ್ಯವಸ್ಥಾಪಕರಾದ ಆರ್.ಕೆ.ಬಾಲಚಂದ್ರ ತಿಳಿಸಿದ್ದಾರೆ. [495,965,873,1161]
hockey-col3: ಹಾಕಿ ಹಬ್ಬದ ಆಯೋಜನೆಗೆ ಸಂಬಂಧಿಸಿದಂತೆ ಕೊಡವ ಕುಟುಂಬಗಳ ನಡುವಿನ ಹಾಕಿ ಹಬ್ಬವು ರಾಜ್ಯ ಹಾಗೂ ರಾಷ್ಟ್ರಮಟ್ಟದಲ್ಲಿ ಕ್ರೀಡಾ ಕ್ಷೇತ್ರಕ್ಕೆ ಹಲವು ಕ್ರೀಡಾ ಪ್ರತಿಭೆಗಳನ್ನು ನೀಡಿದೆ. ಈ ಹಿಂದೆ ಮುಖ್ಯಮಂತ್ರಿಗಳಾಗಿದ್ದ ಸಂದರ್ಭದಲ್ಲಿ ಬಿ.ಎಸ್.ಯಡಿಯೂರಪ್ಪ ಅವರು ಕೊಡವ ಹಾಕಿ ಹಬ್ಬ ಹಾಗೂ ಸಂಸ್ಕೃತಿಯನ್ನು ಪ್ರೋತ್ಸಾಹಿಸಲು ಅನುದಾನ ಘೋಷಿಸಿದ್ದರು. ಉಳಿದ 15 ಲಕ್ಷ ರೂ.ಗಳನ್ನು ಶೀಘ್ರ ಬಿಡುಗಡೆ ಮಾಡುವುದಾಗಿ ಸಚಿವರು ತಿಳಿಸಿದ್ದಾರೆ. [1082,558,1273,736]
curfew-box [887,1645,1491,1798]
rules-right-item: ಕ್ಷೌರದಂಗಡಿ, ಬ್ಯೂಟಿ ಪಾರ್ಲರ್, ಸಲೂನ್‌ಗಳು ಕೋವಿಡ್ ಮಾರ್ಗಸೂಚಿ ಪಾಲಿಸಿ ತೆರೆಯಬಹುದು. [1193,2048,1484,2080]
bank-headline: ಕೊಡಗಿನಲ್ಲಿ ಬದಲಾದ ಬ್ಯಾಂಕಿಂಗ್ ಸೇವಾಸಮಯ [495,924,876,953]
rules-left-item: ಮದುವೆ ಸಮಾರಂಭಗಳಲ್ಲಿ 50 ಜನ ಮತ್ತು ಅಂತ್ಯಕ್ರಿಯೆಯಲ್ಲಿ 20 ಜನ ಮೀರದಂತೆ ಮಾತ್ರ ಭಾಗವಹಿಸಲು ಅನುಮತಿಸಲಾಗಿದೆ. [895,2122,1182,2154]
masthead [0,0,1568,80]
rules-left-list [895,1854,1182,2356]
section-rule-2 [79,1638,1491,1641]
cn-byline: ಎಸ್.ಸುರೇಶ್‌ಕುಮಾರ್, ಜಿಲ್ಲಾ ಉಸ್ತುವಾರಿ ಸಚಿವರು [630,1902,873,1920]
tahsildar-text: ಗೋಣಿಕೊಪ್ಪಲು, ಏ.21- ಪೊನ್ನಂಪೇಟೆ ತಾಲೂಕಿನ ನೂತನ ತಹಸೀಲ್ದಾರ್ ಕಾವ್ಯಾರಾಣಿ ಮುಂದಾಳತ್ವದಲ್ಲಿ ಪೊನ್ನಂಪೇಟೆ ನಗರದಲ್ಲಿ ಅಧಿಕಾರಿಗಳ ತಂಡ ಕೋವಿಡ್ ಜಾಗೃತಿ ಮಾಡಿಸಿದರು. ಅಲ್ಲದೆ ಕೋವಿಡ್ ನಿಯಮ ಉಲ್ಲಂಘಿಸಿದವರ ಕೂಡ ಕ್ರಮ ಕೈಗೊಳ್ಳುವ ಎಚ್ಚರಿಕೆ ನೀಡಿದರು. ಮಾಸ್ಕ್ ಧರಿಸದೆ ಓಡಾಡುವವರಿಗೆ ದಂಡ ವಿಧಿಸಲಾಯಿತು. ಅಂಗಡಿ ಮಾಲೀಕರಿಗೆ ಸಾಮಾಜಿಕ ಅಂತರ ಕಾಯ್ದುಕೊಳ್ಳುವಂತೆ ಸೂಚನೆ ನೀಡಿದರು. ಈ ವೇಳೆ ಉಪ ತಹಸೀಲ್ದಾರ್, ಕಂದಾಯ ನಿರೀಕ್ಷಕರು, ಗ್ರಾಮ ಲೆಕ್ಕಿಗರು, ಪೊಲೀಸ್ ಸಿಬ್ಬಂದಿ ಹಾಜರಿದ್ದರು. ಪೊನ್ನಂಪೇಟೆ ಪಟ್ಟಣ ಪಂಚಾಯತ್ ಸಿಬ್ಬಂದಿ, ಆರೋಗ್ಯ ಇಲಾಖೆಯ ಸಿಬ್ಬಂದಿ ಸಹ ಭಾಗಿಯಾಗಿದ್ದರು. ಸಾರ್ವಜನಿಕರು ಸರ್ಕಾರದ ಮಾರ್ಗಸೂಚಿ ಪಾಲಿಸುವಂತೆ ತಹಸೀಲ್ದಾರ್ ಮನವಿ ಮಾಡಿದರು. [79,1183,483,1325]
